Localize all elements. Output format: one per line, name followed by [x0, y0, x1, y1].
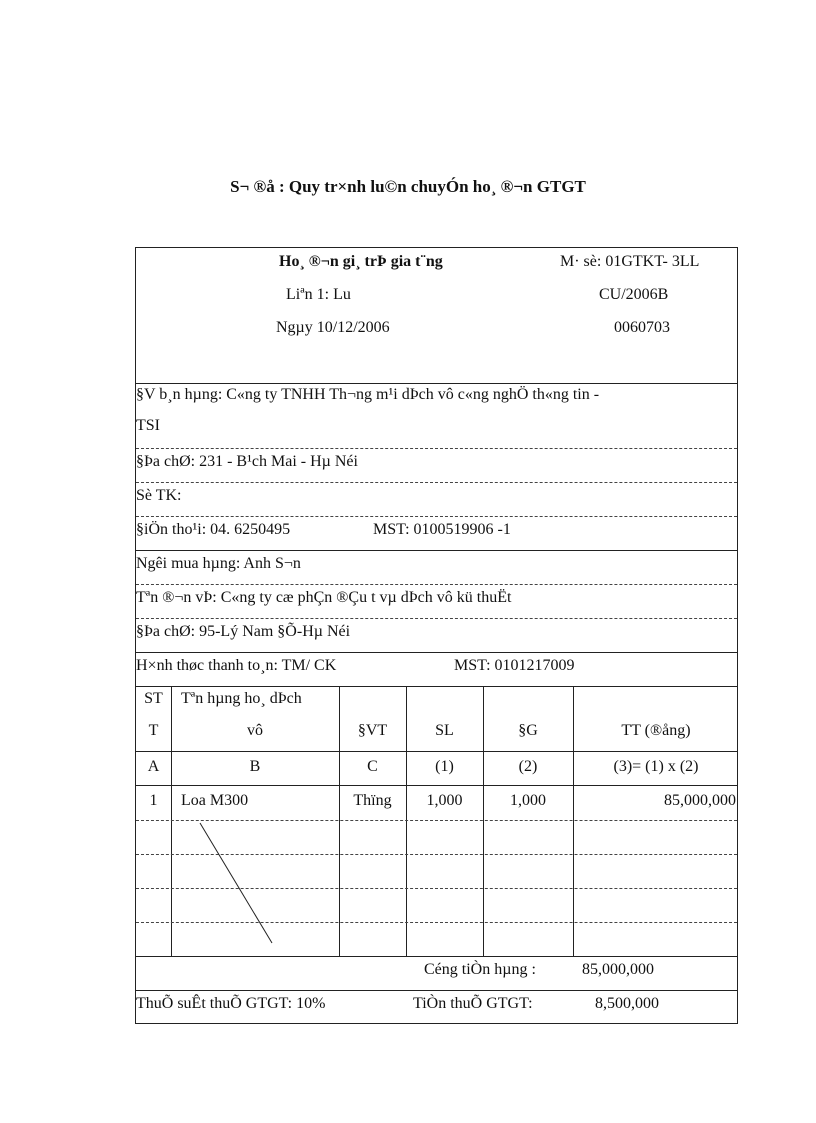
buyer-company: Tªn ®¬n vÞ: C«ng ty cæ phÇn ®Çu t vµ dÞch vô kü thuËt [136, 589, 512, 606]
row-item-name: Loa M300 [181, 792, 249, 809]
col-price-header: §G [518, 722, 538, 739]
code-qty: (1) [435, 758, 454, 775]
buyer-address: §Þa chØ: 95-Lý Nam §Õ-Hµ Néi [136, 623, 351, 640]
code-unit: C [367, 758, 378, 775]
seller-address: §Þa chØ: 231 - B¹ch Mai - Hµ Néi [136, 453, 358, 470]
seller-account: Sè TK: [136, 487, 182, 504]
code-stt: A [147, 758, 160, 775]
col-name-header-2: vô [247, 722, 263, 739]
col-unit-header: §VT [357, 722, 388, 739]
row-qty: 1,000 [426, 792, 463, 809]
col-amount-header: TT (®ång) [621, 722, 691, 739]
invoice-title: Ho¸ ®¬n gi¸ trÞ gia t¨ng [279, 253, 443, 270]
code-price: (2) [518, 758, 538, 775]
col-qty-header: SL [435, 722, 454, 739]
invoice-series: CU/2006B [599, 286, 669, 303]
code-name: B [249, 758, 261, 775]
row-price: 1,000 [510, 792, 546, 809]
seller-tax-code: MST: 0100519906 -1 [373, 521, 511, 538]
invoice-date: Ngµy 10/12/2006 [276, 319, 390, 336]
invoice-frame [135, 247, 738, 1024]
buyer-name: Ngêi mua hµng: Anh S¬n [136, 555, 301, 572]
page-title: S¬ ®å : Quy tr×nh lu©n chuyÓn ho¸ ®¬n GTGT [230, 177, 586, 196]
col-stt-header-1: ST [144, 690, 163, 707]
col-stt-header-2: T [148, 722, 159, 739]
invoice-number: 0060703 [614, 319, 670, 336]
subtotal-value: 85,000,000 [582, 961, 654, 978]
empty-rows-strike [196, 821, 276, 946]
row-amount: 85,000,000 [664, 792, 736, 809]
payment-method: H×nh thøc thanh to¸n: TM/ CK [136, 657, 337, 674]
subtotal-label: Céng tiÒn hµng : [424, 961, 536, 978]
col-name-header-1: Tªn hµng ho¸ dÞch [181, 690, 302, 707]
vat-label: TiÒn thuÕ GTGT: [413, 995, 533, 1012]
vat-value: 8,500,000 [595, 995, 659, 1012]
code-amount: (3)= (1) x (2) [613, 758, 699, 775]
copy-label: Liªn 1: Lu [286, 286, 351, 303]
row-stt: 1 [149, 792, 158, 809]
buyer-tax-code: MST: 0101217009 [454, 657, 575, 674]
row-unit: Thïng [353, 792, 392, 809]
form-number: M· sè: 01GTKT- 3LL [560, 253, 700, 270]
seller-name-line1: §V b¸n hµng: C«ng ty TNHH Th¬ng m¹i dÞch vô c«ng nghÖ th«ng tin - [136, 386, 600, 403]
vat-rate: ThuÕ suÊt thuÕ GTGT: 10% [136, 995, 326, 1012]
seller-name-line2: TSI [136, 417, 160, 434]
seller-phone: §iÖn tho¹i: 04. 6250495 [136, 521, 291, 538]
